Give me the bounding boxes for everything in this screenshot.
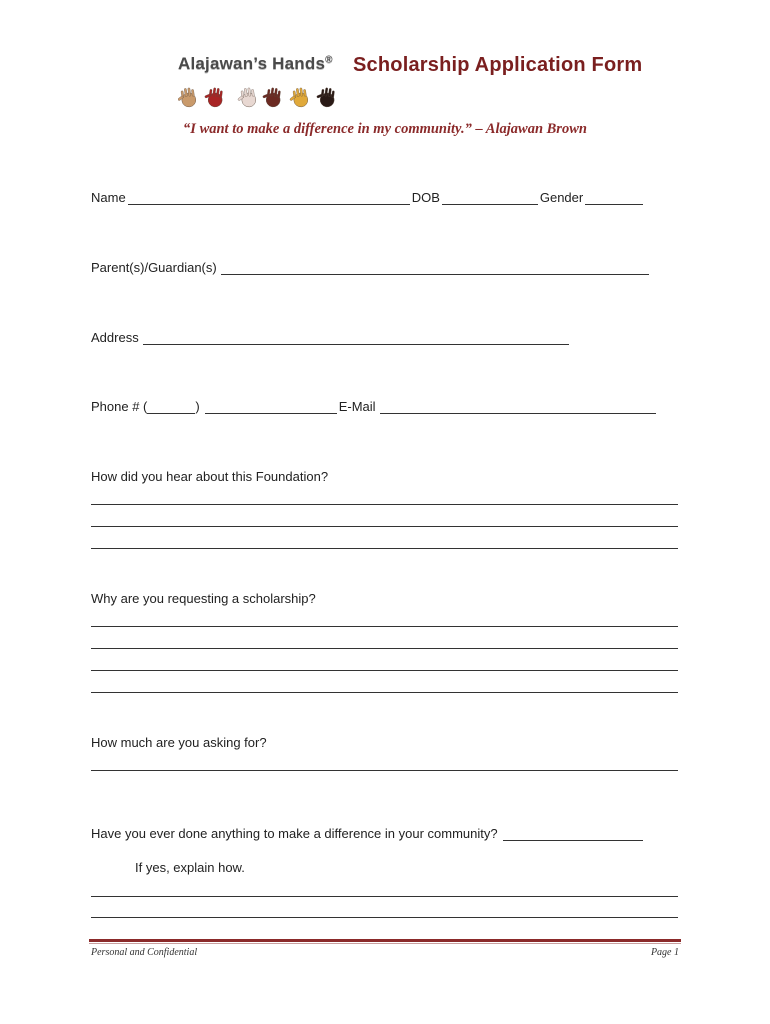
- dob-label: DOB: [411, 190, 440, 205]
- question-how-much: How much are you asking for?: [91, 735, 267, 750]
- name-dob-gender-row: [91, 190, 645, 205]
- address-label: Address: [91, 330, 139, 345]
- founder-quote: “I want to make a difference in my community.” – Alajawan Brown: [183, 121, 587, 137]
- question-why-scholarship: Why are you requesting a scholarship?: [91, 591, 316, 606]
- logo-wordmark: [178, 54, 333, 74]
- email-label: E-Mail: [338, 399, 376, 414]
- answer-line-why-3[interactable]: [91, 670, 678, 671]
- phone-area-code-field[interactable]: [147, 401, 195, 414]
- footer-confidential-note: Personal and Confidential: [91, 947, 198, 958]
- answer-line-why-1[interactable]: [91, 626, 678, 627]
- footer-page-number: Page 1: [650, 947, 679, 958]
- address-row: [91, 330, 571, 345]
- answer-line-how-much[interactable]: [91, 770, 678, 771]
- question-made-difference: Have you ever done anything to make a difference in your community?: [91, 826, 498, 841]
- answer-line-explain-2[interactable]: [91, 917, 678, 918]
- logo-text: Alajawan’s Hands: [178, 54, 326, 73]
- dob-field[interactable]: [442, 192, 538, 205]
- explain-how-label: If yes, explain how.: [135, 860, 245, 875]
- hand-icon: [261, 87, 282, 108]
- footer-divider: [89, 939, 681, 942]
- answer-line-how-heard-1[interactable]: [91, 504, 678, 505]
- gender-label: Gender: [539, 190, 584, 205]
- question-how-heard: How did you hear about this Foundation?: [91, 469, 329, 484]
- hand-icon: [203, 87, 224, 108]
- made-difference-field[interactable]: [503, 828, 643, 841]
- foundation-logo: [176, 52, 356, 110]
- answer-line-how-heard-3[interactable]: [91, 548, 678, 549]
- footer-divider-accent: [89, 943, 681, 944]
- answer-line-explain-1[interactable]: [91, 896, 678, 897]
- hand-icon: [315, 87, 336, 108]
- answer-line-how-heard-2[interactable]: [91, 526, 678, 527]
- phone-close-paren: ): [195, 399, 200, 414]
- community-question-row: [91, 826, 645, 841]
- guardian-field[interactable]: [221, 262, 649, 275]
- address-field[interactable]: [143, 332, 569, 345]
- name-label: Name: [91, 190, 126, 205]
- logo-registered-mark: ®: [325, 54, 333, 66]
- name-field[interactable]: [128, 192, 410, 205]
- email-field[interactable]: [380, 401, 656, 414]
- guardian-label: Parent(s)/Guardian(s): [91, 260, 217, 275]
- guardian-row: [91, 260, 651, 275]
- hands-icon: [178, 78, 348, 108]
- phone-label: Phone # (: [91, 399, 148, 414]
- gender-field[interactable]: [585, 192, 643, 205]
- hand-icon: [236, 87, 257, 108]
- phone-email-row: [91, 399, 658, 414]
- form-title: Scholarship Application Form: [353, 54, 643, 76]
- hand-icon: [288, 87, 309, 108]
- phone-number-field[interactable]: [205, 401, 337, 414]
- hand-icon: [178, 87, 197, 108]
- answer-line-why-4[interactable]: [91, 692, 678, 693]
- answer-line-why-2[interactable]: [91, 648, 678, 649]
